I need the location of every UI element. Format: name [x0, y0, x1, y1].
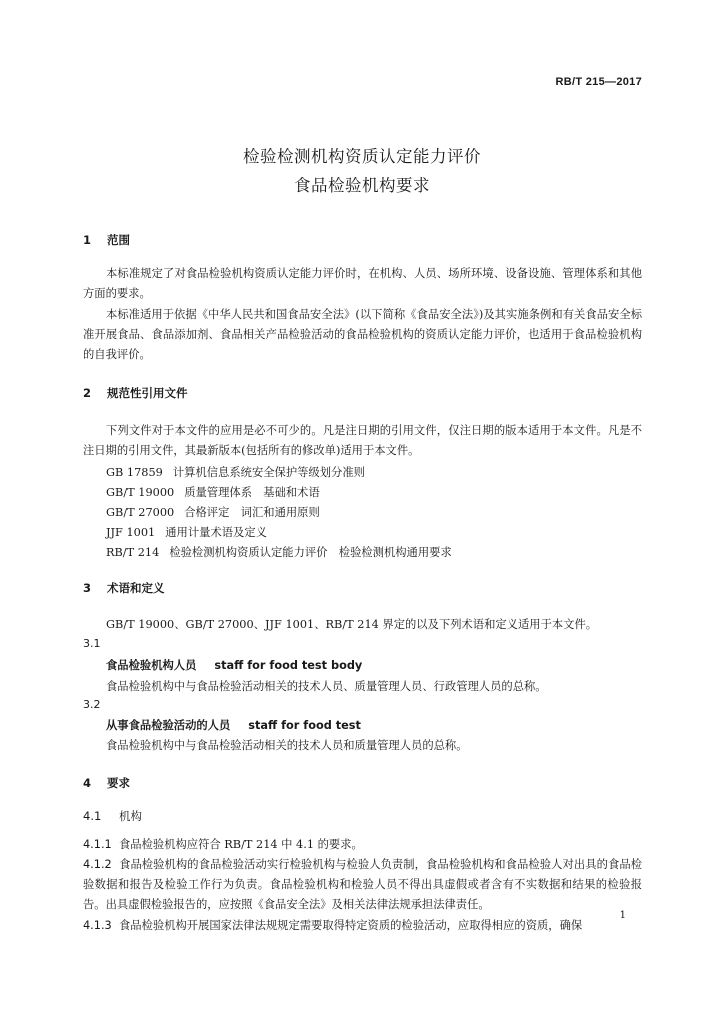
- term-en: staff for food test: [248, 719, 361, 732]
- reference-code: JJF 1001: [106, 526, 156, 539]
- clause-number: 4.1.2: [83, 858, 112, 871]
- section-3-heading: [83, 580, 165, 596]
- section-title: 范围: [107, 233, 130, 247]
- subsection-4-1-heading: [83, 808, 142, 824]
- reference-title: 计算机信息系统安全保护等级划分准则: [172, 466, 365, 479]
- reference-item: [106, 464, 365, 480]
- term-number: 3.2: [83, 698, 101, 711]
- section-2-paragraph-1: 下列文件对于本文件的应用是必不可少的。凡是注日期的引用文件，仅注日期的版本适用于本文件。凡是不注日期的引用文件，其最新版本(包括所有的修改单)适用于本文件。: [83, 424, 642, 458]
- section-1-paragraph-2: 本标准适用于依据《中华人民共和国食品安全法》(以下简称《食品安全法》)及其实施条例和有关食品安全标准开展食品、食品添加剂、食品相关产品检验活动的食品检验机构的资质认定能力评价，也适用于食品检验机构的自我评价。: [83, 308, 642, 362]
- reference-title: 合格评定 词汇和通用原则: [184, 506, 320, 519]
- term-en: staff for food test body: [214, 659, 363, 672]
- term-definition: 食品检验机构中与食品检验活动相关的技术人员和质量管理人员的总称。: [106, 739, 468, 752]
- clause-4-1-2: [83, 855, 642, 916]
- page-number: 1: [619, 910, 626, 921]
- reference-code: GB/T 27000: [106, 506, 175, 519]
- clause-number: 4.1.1: [83, 838, 112, 851]
- section-title: 要求: [107, 776, 130, 790]
- subsection-number: 4.1: [83, 809, 102, 823]
- document-title-line1: 检验检测机构资质认定能力评价: [243, 147, 481, 166]
- clause-number: 4.1.3: [83, 919, 112, 932]
- reference-item: [106, 544, 452, 560]
- reference-item: [106, 484, 320, 500]
- reference-item: [106, 524, 267, 540]
- reference-item: [106, 504, 320, 520]
- section-3-intro: GB/T 19000、GB/T 27000、JJF 1001、RB/T 214 界定的以及下列术语和定义适用于本文件。: [106, 618, 598, 631]
- reference-code: GB/T 19000: [106, 486, 175, 499]
- reference-title: 质量管理体系 基础和术语: [184, 486, 320, 499]
- standard-code: RB/T 215—2017: [555, 76, 642, 88]
- clause-text: 食品检验机构应符合 RB/T 214 中 4.1 的要求。: [119, 838, 363, 851]
- term-heading: [106, 717, 361, 733]
- clause-text: 食品检验机构开展国家法律法规规定需要取得特定资质的检验活动，应取得相应的资质，确保: [119, 919, 583, 932]
- section-2-heading: [83, 385, 188, 401]
- section-number: 3: [83, 581, 92, 595]
- reference-code: RB/T 214: [106, 546, 160, 559]
- section-1-heading: [83, 232, 130, 248]
- clause-4-1-1: [83, 835, 642, 855]
- document-title-line2: 食品检验机构要求: [294, 176, 430, 195]
- clause-4-1-3: [83, 916, 642, 936]
- reference-code: GB 17859: [106, 466, 163, 479]
- reference-title: 通用计量术语及定义: [165, 526, 267, 539]
- term-number: 3.1: [83, 637, 101, 650]
- section-4-heading: [83, 775, 130, 791]
- reference-title: 检验检测机构资质认定能力评价 检验检测机构通用要求: [169, 546, 452, 559]
- section-number: 1: [83, 233, 92, 247]
- term-definition: 食品检验机构中与食品检验活动相关的技术人员、质量管理人员、行政管理人员的总称。: [106, 680, 547, 693]
- term-zh: 食品检验机构人员: [106, 659, 197, 672]
- term-heading: [106, 657, 362, 673]
- section-number: 2: [83, 386, 92, 400]
- section-number: 4: [83, 776, 92, 790]
- section-title: 规范性引用文件: [107, 386, 188, 400]
- section-title: 术语和定义: [107, 581, 165, 595]
- clause-text: 食品检验机构的食品检验活动实行检验机构与检验人负责制，食品检验机构和食品检验人对出具的食品检验数据和报告及检验工作行为负责。食品检验机构和检验人员不得出具虚假或者含有不实数据和结果的检验报告。出具虚假检验报告的，应按照《食品安全法》及相关法律法规承担法律责任。: [83, 858, 642, 912]
- section-1-paragraph-1: 本标准规定了对食品检验机构资质认定能力评价时，在机构、人员、场所环境、设备设施、管理体系和其他方面的要求。: [83, 267, 642, 301]
- term-zh: 从事食品检验活动的人员: [106, 719, 231, 732]
- subsection-title: 机构: [119, 809, 142, 823]
